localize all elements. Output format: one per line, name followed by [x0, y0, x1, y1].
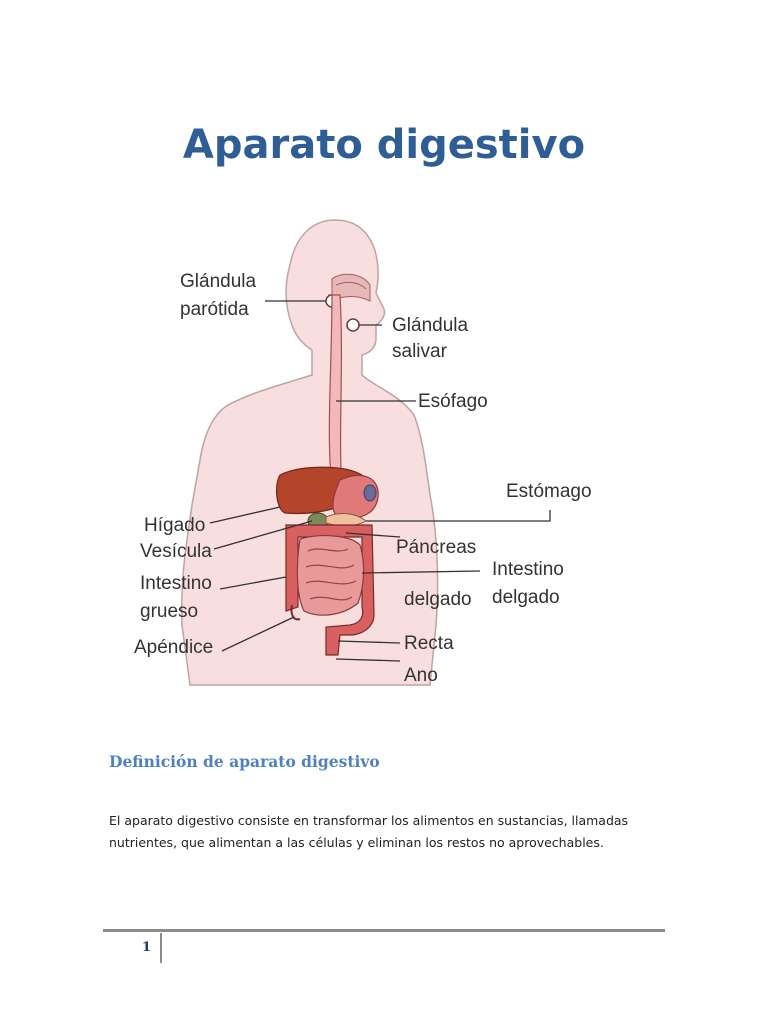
- label-apendice: Apéndice: [134, 637, 214, 658]
- label-estomago: Estómago: [506, 481, 592, 502]
- label-glandula-parotida-1: Glándula: [180, 271, 257, 292]
- salivary-gland-shape: [347, 319, 359, 331]
- label-delgado: delgado: [404, 589, 472, 610]
- digestive-system-diagram: [100, 215, 660, 695]
- label-esofago: Esófago: [418, 391, 488, 412]
- footer-divider: [103, 929, 665, 932]
- label-vesicula: Vesícula: [140, 541, 212, 562]
- label-intestino-grueso-1: Intestino: [140, 573, 212, 594]
- page-number-separator: [160, 933, 162, 963]
- label-recta: Recta: [404, 633, 454, 654]
- page-title: Aparato digestivo: [182, 122, 586, 168]
- label-ano: Ano: [404, 665, 438, 686]
- label-intestino-delgado-2: delgado: [492, 587, 560, 608]
- label-glandula-salivar-1: Glándula: [392, 315, 469, 336]
- label-pancreas: Páncreas: [396, 537, 477, 558]
- label-glandula-parotida-2: parótida: [180, 299, 249, 320]
- label-glandula-salivar-2: salivar: [392, 341, 447, 362]
- page-number: 1: [142, 940, 152, 955]
- small-intestine-shape: [297, 536, 363, 616]
- label-intestino-delgado-1: Intestino: [492, 559, 564, 580]
- label-higado: Hígado: [144, 515, 206, 536]
- label-intestino-grueso-2: grueso: [140, 601, 199, 622]
- section-heading: Definición de aparato digestivo: [109, 752, 380, 771]
- body-paragraph: El aparato digestivo consiste en transformar los alimentos en sustancias, llamadas nutrientes, que alimentan a las células y eliminan los restos no aprovechables.: [109, 813, 629, 850]
